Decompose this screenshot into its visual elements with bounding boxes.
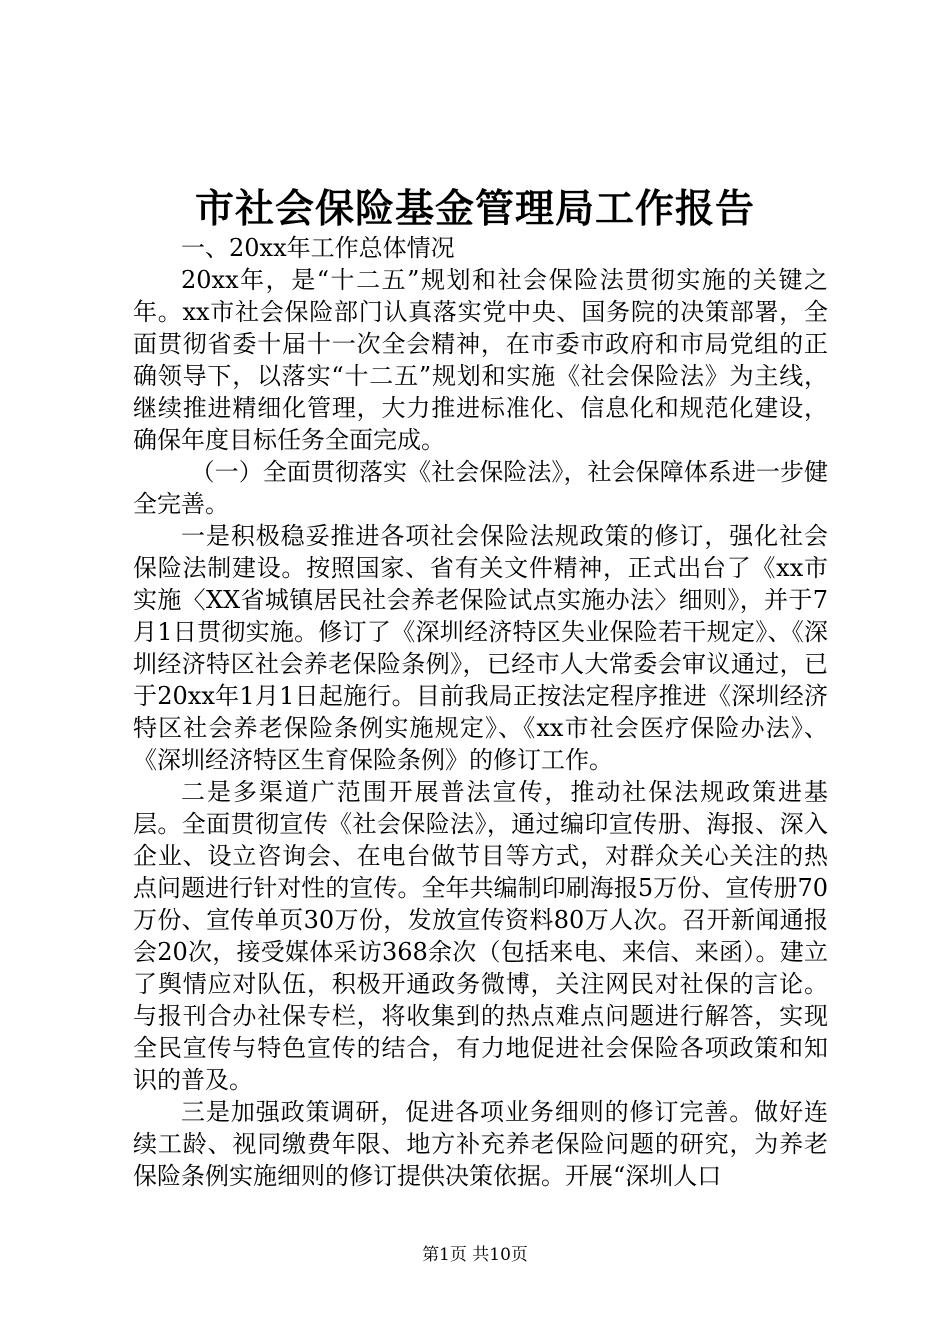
paragraph: 三是加强政策调研，促进各项业务细则的修订完善。做好连续工龄、视同缴费年限、地方补充养老保险问题的研究，为养老保险条例实施细则的修订提供决策依据。开展“深圳人口 bbox=[133, 1098, 828, 1190]
section-heading: 一、20xx年工作总体情况 bbox=[181, 234, 455, 262]
document-body bbox=[133, 232, 828, 1192]
paragraph: 一是积极稳妥推进各项社会保险法规政策的修订，强化社会保险法制建设。按照国家、省有关文件精神，正式出台了《xx市实施〈XX省城镇居民社会养老保险试点实施办法〉细则》，并于7月1日贯彻实施。修订了《深圳经济特区失业保险若干规定》、《深圳经济特区社会养老保险条例》，已经市人大常委会审议通过，已于20xx年1月1日起施行。目前我局正按法定程序推进《深圳经济特区社会养老保险条例实施规定》、《xx市社会医疗保险办法》、《深圳经济特区生育保险条例》的修订工作。 bbox=[133, 522, 828, 774]
paragraph: 二是多渠道广范围开展普法宣传，推动社保法规政策进基层。全面贯彻宣传《社会保险法》，通过编印宣传册、海报、深入企业、设立咨询会、在电台做节目等方式，对群众关心关注的热点问题进行针对性的宣传。全年共编制印刷海报5万份、宣传册70万份、宣传单页30万份，发放宣传资料80万人次。召开新闻通报会20次，接受媒体采访368余次（包括来电、来信、来函）。建立了舆情应对队伍，积极开通政务微博，关注网民对社保的言论。与报刊合办社保专栏，将收集到的热点难点问题进行解答，实现全民宣传与特色宣传的结合，有力地促进社会保险各项政策和知识的普及。 bbox=[133, 778, 828, 1094]
paragraph: 20xx年，是“十二五”规划和社会保险法贯彻实施的关键之年。xx市社会保险部门认真落实党中央、国务院的决策部署，全面贯彻省委十届十一次全会精神，在市委市政府和市局党组的正确领导下，以落实“十二五”规划和实施《社会保险法》为主线，继续推进精细化管理，大力推进标准化、信息化和规范化建设，确保年度目标任务全面完成。 bbox=[133, 266, 828, 454]
subsection-heading: （一）全面贯彻落实《社会保险法》，社会保障体系进一步健全完善。 bbox=[133, 458, 828, 518]
page-footer: 第1页 共10页 bbox=[422, 1245, 528, 1265]
document-title: 市社会保险基金管理局工作报告 bbox=[194, 186, 755, 232]
